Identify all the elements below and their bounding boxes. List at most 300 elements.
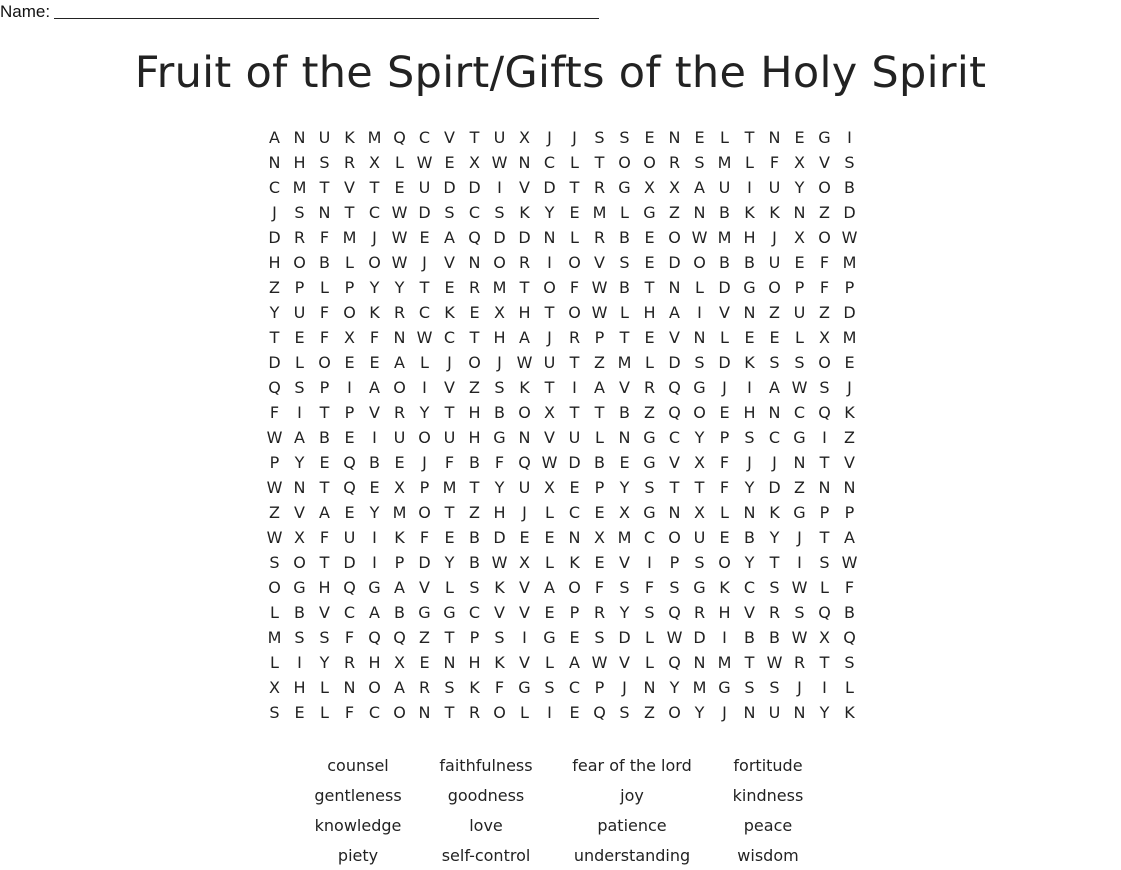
grid-letter: F	[444, 453, 455, 472]
word-bank-item: joy	[620, 785, 644, 805]
grid-letter: S	[294, 628, 305, 647]
grid-letter: A	[844, 528, 855, 547]
grid-letter: T	[319, 553, 330, 572]
grid-letter: E	[794, 253, 805, 272]
grid-letter: S	[644, 603, 655, 622]
grid-letter: T	[544, 303, 555, 322]
word-bank-item: self-control	[441, 845, 531, 865]
grid-letter: V	[519, 178, 530, 197]
grid-letter: B	[469, 453, 480, 472]
grid-letter: K	[469, 678, 480, 697]
grid-letter: K	[494, 578, 505, 597]
grid-letter: C	[368, 703, 381, 722]
grid-letter: P	[319, 378, 330, 397]
grid-letter: G	[718, 678, 731, 697]
grid-letter: T	[444, 703, 455, 722]
grid-letter: J	[447, 353, 452, 372]
grid-letter: O	[568, 303, 581, 322]
page-title: Fruit of the Spirt/Gifts of the Holy Spirit	[134, 48, 987, 98]
grid-letter: O	[768, 278, 781, 297]
grid-letter: V	[519, 603, 530, 622]
grid-letter: A	[544, 578, 555, 597]
grid-letter: K	[344, 128, 355, 147]
grid-letter: Q	[343, 453, 356, 472]
grid-letter: A	[769, 378, 780, 397]
grid-letter: Y	[794, 178, 805, 197]
grid-letter: C	[468, 203, 481, 222]
grid-letter: G	[493, 428, 506, 447]
grid-letter: D	[418, 553, 431, 572]
grid-letter: J	[747, 453, 752, 472]
grid-letter: X	[619, 503, 630, 522]
grid-letter: H	[493, 503, 506, 522]
grid-letter: E	[294, 328, 305, 347]
grid-letter: W	[391, 253, 408, 272]
grid-letter: E	[569, 203, 580, 222]
grid-letter: E	[569, 478, 580, 497]
grid-letter: A	[294, 428, 305, 447]
grid-letter: U	[693, 528, 706, 547]
grid-letter: Q	[268, 378, 281, 397]
grid-letter: R	[518, 253, 531, 272]
grid-letter: C	[568, 503, 581, 522]
grid-letter: E	[644, 253, 655, 272]
grid-letter: T	[694, 478, 705, 497]
grid-letter: A	[594, 378, 605, 397]
grid-letter: M	[717, 228, 732, 247]
grid-letter: D	[843, 203, 856, 222]
grid-letter: H	[293, 678, 306, 697]
grid-letter: Z	[669, 203, 680, 222]
grid-letter: M	[842, 328, 857, 347]
grid-letter: T	[544, 378, 555, 397]
grid-letter: U	[393, 428, 406, 447]
grid-letter: C	[793, 403, 806, 422]
grid-letter: F	[719, 478, 730, 497]
grid-letter: R	[768, 603, 781, 622]
grid-letter: Z	[769, 303, 780, 322]
grid-letter: D	[493, 528, 506, 547]
grid-letter: I	[547, 703, 552, 722]
grid-letter: E	[344, 353, 355, 372]
grid-letter: K	[494, 653, 505, 672]
grid-letter: V	[319, 603, 330, 622]
grid-letter: D	[568, 453, 581, 472]
grid-letter: V	[294, 503, 305, 522]
grid-letter: A	[369, 603, 380, 622]
grid-letter: P	[844, 503, 855, 522]
grid-letter: B	[844, 178, 855, 197]
grid-letter: L	[520, 703, 529, 722]
word-bank-item: goodness	[447, 785, 525, 805]
grid-letter: C	[468, 603, 481, 622]
grid-letter: H	[518, 303, 531, 322]
grid-letter: T	[369, 178, 380, 197]
grid-letter: U	[318, 128, 331, 147]
grid-letter: K	[569, 553, 580, 572]
grid-letter: V	[444, 378, 455, 397]
grid-letter: N	[343, 678, 356, 697]
grid-letter: F	[494, 453, 505, 472]
grid-letter: F	[319, 328, 330, 347]
grid-letter: P	[819, 503, 830, 522]
grid-letter: I	[422, 378, 427, 397]
grid-letter: J	[772, 453, 777, 472]
grid-letter: W	[491, 153, 508, 172]
grid-letter: C	[668, 428, 681, 447]
grid-letter: O	[818, 353, 831, 372]
grid-letter: D	[618, 628, 631, 647]
grid-letter: N	[793, 703, 806, 722]
grid-letter: L	[645, 353, 654, 372]
grid-letter: Q	[668, 378, 681, 397]
word-bank-item: knowledge	[314, 815, 402, 835]
grid-letter: N	[693, 328, 706, 347]
grid-letter: T	[269, 328, 280, 347]
grid-letter: N	[318, 203, 331, 222]
grid-letter: X	[344, 328, 355, 347]
grid-letter: S	[844, 153, 855, 172]
grid-letter: E	[769, 328, 780, 347]
grid-letter: I	[347, 378, 352, 397]
grid-letter: B	[619, 228, 630, 247]
grid-letter: D	[493, 228, 506, 247]
grid-letter: N	[293, 478, 306, 497]
word-bank-item: counsel	[327, 755, 389, 775]
grid-letter: C	[743, 578, 756, 597]
grid-letter: E	[394, 178, 405, 197]
grid-letter: J	[722, 703, 727, 722]
grid-letter: O	[318, 353, 331, 372]
grid-letter: L	[545, 553, 554, 572]
grid-letter: E	[569, 628, 580, 647]
grid-letter: C	[268, 178, 281, 197]
grid-letter: M	[492, 278, 507, 297]
grid-letter: I	[547, 253, 552, 272]
grid-letter: T	[569, 178, 580, 197]
grid-letter: I	[372, 553, 377, 572]
grid-letter: O	[543, 278, 556, 297]
grid-letter: Y	[744, 478, 755, 497]
grid-letter: S	[694, 153, 705, 172]
grid-letter: S	[269, 553, 280, 572]
grid-letter: V	[619, 553, 630, 572]
grid-letter: E	[319, 453, 330, 472]
grid-letter: O	[293, 553, 306, 572]
name-field	[0, 2, 599, 22]
grid-letter: T	[444, 628, 455, 647]
grid-letter: Q	[818, 403, 831, 422]
grid-letter: I	[747, 178, 752, 197]
grid-letter: W	[841, 553, 858, 572]
grid-letter: L	[320, 703, 329, 722]
grid-letter: P	[794, 278, 805, 297]
grid-letter: L	[345, 253, 354, 272]
grid-letter: L	[420, 353, 429, 372]
grid-letter: E	[744, 328, 755, 347]
grid-letter: L	[270, 653, 279, 672]
grid-letter: N	[518, 428, 531, 447]
grid-letter: W	[491, 553, 508, 572]
word-bank-item: wisdom	[737, 845, 799, 865]
grid-letter: C	[768, 428, 781, 447]
grid-letter: X	[519, 553, 530, 572]
grid-letter: Z	[819, 303, 830, 322]
letter-grid	[262, 125, 862, 725]
grid-letter: U	[443, 428, 456, 447]
grid-letter: Z	[469, 503, 480, 522]
grid-letter: T	[319, 178, 330, 197]
grid-letter: K	[394, 528, 405, 547]
grid-letter: V	[594, 253, 605, 272]
grid-letter: N	[743, 703, 756, 722]
grid-letter: O	[643, 153, 656, 172]
grid-letter: D	[543, 178, 556, 197]
grid-letter: L	[570, 153, 579, 172]
grid-letter: J	[572, 128, 577, 147]
grid-letter: N	[668, 278, 681, 297]
grid-letter: O	[343, 303, 356, 322]
grid-letter: Q	[343, 478, 356, 497]
grid-letter: O	[293, 253, 306, 272]
grid-letter: J	[547, 128, 552, 147]
grid-letter: B	[294, 603, 305, 622]
grid-letter: O	[568, 253, 581, 272]
grid-letter: E	[569, 703, 580, 722]
name-label: Name:	[0, 2, 51, 21]
grid-letter: S	[744, 678, 755, 697]
grid-letter: S	[769, 578, 780, 597]
grid-letter: E	[619, 453, 630, 472]
grid-letter: F	[819, 278, 830, 297]
grid-letter: P	[469, 628, 480, 647]
grid-letter: K	[744, 203, 755, 222]
grid-letter: J	[797, 528, 802, 547]
grid-letter: F	[344, 628, 355, 647]
grid-letter: E	[419, 228, 430, 247]
grid-letter: P	[294, 278, 305, 297]
grid-letter: W	[841, 228, 858, 247]
grid-letter: V	[619, 653, 630, 672]
grid-letter: S	[269, 703, 280, 722]
grid-letter: J	[522, 503, 527, 522]
grid-letter: O	[468, 353, 481, 372]
grid-letter: J	[797, 678, 802, 697]
grid-letter: W	[416, 153, 433, 172]
grid-letter: W	[591, 303, 608, 322]
grid-letter: A	[269, 128, 280, 147]
grid-letter: B	[844, 603, 855, 622]
grid-letter: K	[519, 203, 530, 222]
grid-letter: I	[372, 428, 377, 447]
grid-letter: B	[469, 553, 480, 572]
grid-letter: T	[469, 478, 480, 497]
grid-letter: W	[591, 653, 608, 672]
grid-letter: O	[368, 253, 381, 272]
grid-letter: R	[418, 678, 431, 697]
grid-letter: W	[266, 428, 283, 447]
grid-letter: C	[368, 203, 381, 222]
grid-letter: U	[768, 178, 781, 197]
grid-letter: P	[669, 553, 680, 572]
grid-letter: G	[693, 578, 706, 597]
grid-letter: T	[594, 153, 605, 172]
grid-letter: I	[297, 653, 302, 672]
grid-letter: S	[594, 128, 605, 147]
grid-letter: M	[342, 228, 357, 247]
grid-letter: L	[820, 578, 829, 597]
grid-letter: U	[293, 303, 306, 322]
grid-letter: S	[494, 628, 505, 647]
grid-letter: T	[669, 478, 680, 497]
grid-letter: X	[819, 328, 830, 347]
grid-letter: E	[544, 603, 555, 622]
grid-letter: A	[394, 353, 405, 372]
grid-letter: R	[568, 328, 581, 347]
grid-letter: Y	[369, 503, 380, 522]
word-bank-item: fortitude	[733, 755, 803, 775]
grid-letter: S	[319, 628, 330, 647]
grid-letter: X	[269, 678, 280, 697]
grid-letter: U	[768, 253, 781, 272]
grid-letter: D	[468, 178, 481, 197]
grid-letter: I	[722, 628, 727, 647]
grid-letter: N	[618, 428, 631, 447]
grid-letter: J	[372, 228, 377, 247]
grid-letter: W	[416, 328, 433, 347]
grid-letter: N	[668, 503, 681, 522]
grid-letter: T	[569, 353, 580, 372]
grid-letter: X	[544, 478, 555, 497]
grid-letter: S	[619, 703, 630, 722]
grid-letter: T	[769, 553, 780, 572]
grid-letter: S	[819, 378, 830, 397]
grid-letter: Y	[619, 478, 630, 497]
grid-letter: G	[693, 378, 706, 397]
grid-letter: K	[744, 353, 755, 372]
grid-letter: U	[343, 528, 356, 547]
grid-letter: L	[620, 203, 629, 222]
grid-letter: V	[544, 428, 555, 447]
grid-letter: N	[268, 153, 281, 172]
grid-letter: D	[443, 178, 456, 197]
grid-letter: E	[344, 503, 355, 522]
grid-letter: T	[444, 403, 455, 422]
grid-letter: N	[793, 203, 806, 222]
grid-letter: T	[319, 403, 330, 422]
grid-letter: X	[794, 153, 805, 172]
grid-letter: P	[419, 478, 430, 497]
grid-letter: W	[391, 228, 408, 247]
grid-letter: F	[319, 528, 330, 547]
grid-letter: L	[545, 503, 554, 522]
grid-letter: S	[319, 153, 330, 172]
grid-letter: V	[369, 403, 380, 422]
grid-letter: D	[718, 278, 731, 297]
grid-letter: L	[720, 328, 729, 347]
grid-letter: S	[619, 578, 630, 597]
grid-letter: X	[469, 153, 480, 172]
grid-letter: Y	[419, 403, 430, 422]
grid-letter: I	[847, 128, 852, 147]
grid-letter: S	[294, 203, 305, 222]
grid-letter: Z	[419, 628, 430, 647]
grid-letter: Q	[843, 628, 856, 647]
grid-letter: S	[744, 428, 755, 447]
grid-letter: L	[795, 328, 804, 347]
grid-letter: S	[644, 478, 655, 497]
grid-letter: O	[693, 403, 706, 422]
grid-letter: W	[766, 653, 783, 672]
grid-letter: H	[468, 428, 481, 447]
grid-letter: Z	[819, 203, 830, 222]
word-bank-item: understanding	[573, 845, 691, 865]
grid-letter: Q	[818, 603, 831, 622]
grid-letter: A	[394, 578, 405, 597]
grid-letter: H	[468, 403, 481, 422]
grid-letter: T	[469, 128, 480, 147]
grid-letter: S	[294, 378, 305, 397]
grid-letter: Q	[518, 453, 531, 472]
grid-letter: X	[644, 178, 655, 197]
grid-letter: G	[293, 578, 306, 597]
grid-letter: L	[620, 303, 629, 322]
grid-letter: T	[819, 653, 830, 672]
word-bank-item: piety	[337, 845, 379, 865]
grid-letter: F	[319, 228, 330, 247]
grid-letter: G	[518, 678, 531, 697]
grid-letter: O	[818, 178, 831, 197]
grid-letter: N	[518, 153, 531, 172]
grid-letter: S	[494, 203, 505, 222]
grid-letter: D	[768, 478, 781, 497]
grid-letter: N	[768, 128, 781, 147]
grid-letter: M	[442, 478, 457, 497]
grid-letter: V	[619, 378, 630, 397]
grid-letter: O	[818, 228, 831, 247]
grid-letter: O	[568, 578, 581, 597]
grid-letter: R	[468, 703, 481, 722]
word-bank-item: patience	[597, 815, 667, 835]
grid-letter: Y	[744, 553, 755, 572]
grid-letter: E	[644, 128, 655, 147]
grid-letter: T	[569, 403, 580, 422]
word-bank-item: fear of the lord	[572, 755, 692, 775]
grid-letter: D	[718, 353, 731, 372]
grid-letter: S	[669, 578, 680, 597]
grid-letter: H	[293, 153, 306, 172]
grid-letter: F	[719, 453, 730, 472]
grid-letter: E	[369, 353, 380, 372]
grid-letter: F	[269, 403, 280, 422]
grid-letter: V	[344, 178, 355, 197]
grid-letter: T	[744, 128, 755, 147]
grid-letter: L	[695, 278, 704, 297]
grid-letter: O	[393, 378, 406, 397]
grid-letter: I	[747, 378, 752, 397]
grid-letter: Y	[769, 528, 780, 547]
grid-letter: N	[843, 478, 856, 497]
grid-letter: H	[743, 403, 756, 422]
grid-letter: X	[544, 403, 555, 422]
grid-letter: R	[593, 178, 606, 197]
grid-letter: W	[391, 203, 408, 222]
grid-letter: O	[668, 228, 681, 247]
grid-letter: J	[422, 453, 427, 472]
grid-letter: Y	[394, 278, 405, 297]
grid-letter: E	[644, 328, 655, 347]
grid-letter: U	[418, 178, 431, 197]
